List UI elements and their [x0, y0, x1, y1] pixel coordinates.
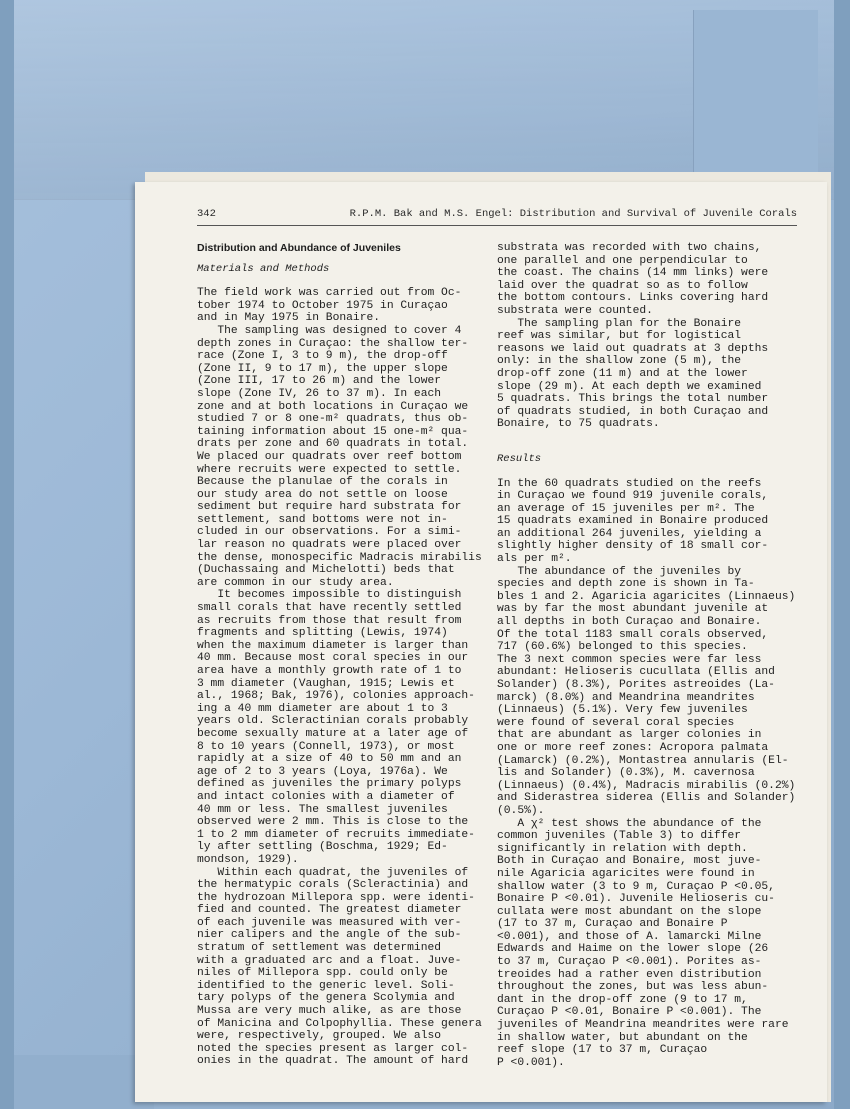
running-title: R.P.M. Bak and M.S. Engel: Distribution and Survival of Juvenile Corals: [349, 208, 797, 220]
paragraph: The field work was carried out from Oc- tober 1974 to October 1975 in Curaçao and in May 1975 in Bonaire.: [197, 287, 462, 325]
document-page: [135, 182, 827, 1102]
subhead-materials-methods: Materials and Methods: [197, 262, 330, 275]
paragraph: It becomes impossible to distinguish small corals that have recently settled as recruits from those that result from fragments and splitting (Lewis, 1974) when the maximum diameter is larger than 40 mm. Because most coral species in our area have a monthly growth rate of 1 to 3 mm diameter (Vaughan, 1915; Lewis et al., 1968; Bak, 1976), colonies approach- ing a 40 mm diameter are about 1 to 3 years old. Scleractinian corals probably become sexually mature at a later age of 8 to 10 years (Connell, 1973), or most rapidly at a size of 40 to 50 mm and an age of 2 to 3 years (Loya, 1976a). We defined as juveniles the primary polyps and intact colonies with a diameter of 40 mm or less. The smallest juveniles observed were 2 mm. This is close to the 1 to 2 mm diameter of recruits immediate- ly after settling (Boschma, 1929; Ed- mondson, 1929).: [197, 589, 475, 866]
paragraph: Within each quadrat, the juveniles of the hermatypic corals (Scleractinia) and the hydrozoan Millepora spp. were identi- fied and counted. The greatest diameter of each juvenile was measured with ver- nier calipers and the angle of the sub- stratum of settlement was determined with a graduated arc and a float. Juve- niles of Millepora spp. could only be identified to the generic level. Soli- tary polyps of the genera Scolymia and Mussa are very much alike, as are those of Manicina and Colpophyllia. These genera were, respectively, grouped. We also noted the species present as larger col- onies in the quadrat. The amount of hard: [197, 866, 482, 1068]
paragraph: A χ² test shows the abundance of the common juveniles (Table 3) to differ significantly in relation with depth. Both in Curaçao and Bonaire, most juve- nile Agaricia agaricites were found in shallow water (3 to 9 m, Curaçao P <0.05, Bonaire P <0.01). Juvenile Helioseris cu- cullata were most abundant on the slope (17 to 37 m, Curaçao and Bonaire P <0.001), and those of A. lamarcki Milne Edwards and Haime on the lower slope (26 to 37 m, Curaçao P <0.001). Porites as- treoides had a rather even distribution throughout the zones, but was less abun- dant in the drop-off zone (9 to 17 m, Curaçao P <0.01, Bonaire P <0.001). The juveniles of Meandrina meandrites were rare in shallow water, but abundant on the reef slope (17 to 37 m, Curaçao P <0.001).: [497, 817, 789, 1069]
paragraph: In the 60 quadrats studied on the reefs in Curaçao we found 919 juvenile corals, an average of 15 juveniles per m². The 15 quadrats examined in Bonaire produced an additional 264 juveniles, yielding a slightly higher density of 18 small cor- als per m².: [497, 477, 769, 566]
paragraph: The sampling was designed to cover 4 depth zones in Curaçao: the shallow ter- race (Zone I, 3 to 9 m), the drop-off (Zone II, 9 to 17 m), the upper slope (Zone III, 17 to 26 m) and the lower slope (Zone IV, 26 to 37 m). In each zone and at both locations in Curaçao we studied 7 or 8 one-m² quadrats, thus ob- taining information about 15 one-m² qua- drats per zone and 60 quadrats in total. We placed our quadrats over reef bottom where recruits were expected to settle. Because the planulae of the corals in our study area do not settle on loose sediment but require hard substrata for settlement, sand bottoms were not in- cluded in our observations. For a simi- lar reason no quadrats were placed over the dense, monospecific Madracis mirabilis (Duchassaing and Michelotti) beds that are common in our study area.: [197, 324, 482, 589]
subhead-results: Results: [497, 452, 542, 465]
paragraph: substrata was recorded with two chains, one parallel and one perpendicular to the coast. The chains (14 mm links) were laid over the quadrat so as to follow the bottom contours. Links covering hard substrata were counted.: [497, 242, 769, 317]
page-header: [197, 208, 797, 226]
section-title: Distribution and Abundance of Juveniles: [197, 242, 401, 254]
folder-bottom-edge: [14, 1055, 154, 1109]
left-column: [197, 242, 489, 1068]
paragraph: The abundance of the juveniles by species and depth zone is shown in Ta- bles 1 and 2. Agaricia agaricites (Linnaeus) was by far the most abundant juvenile at all depths in both Curaçao and Bonaire. Of the total 1183 small corals observed, 717 (60.6%) belonged to this species. The 3 next common species were far less abundant: Helioseris cucullata (Ellis and Solander) (8.3%), Porites astreoides (La- marck) (8.0%) and Meandrina meandrites (Linnaeus) (5.1%). Very few juveniles were found of several coral species that are abundant as larger colonies in one or more reef zones: Acropora palmata (Lamarck) (0.2%), Montastrea annularis (El- lis and Solander) (0.3%), M. cavernosa (Linnaeus) (0.4%), Madracis mirabilis (0.2%) and Siderastrea siderea (Ellis and Solander) (0.5%).: [497, 565, 796, 817]
paragraph: The sampling plan for the Bonaire reef was similar, but for logistical reasons we laid out quadrats at 3 depths only: in the shallow zone (5 m), the drop-off zone (11 m) and at the lower slope (29 m). At each depth we examined 5 quadrats. This brings the total number of quadrats studied, in both Curaçao and Bonaire, to 75 quadrats.: [497, 317, 769, 431]
right-column: [497, 242, 796, 1069]
page-number: 342: [197, 208, 216, 220]
